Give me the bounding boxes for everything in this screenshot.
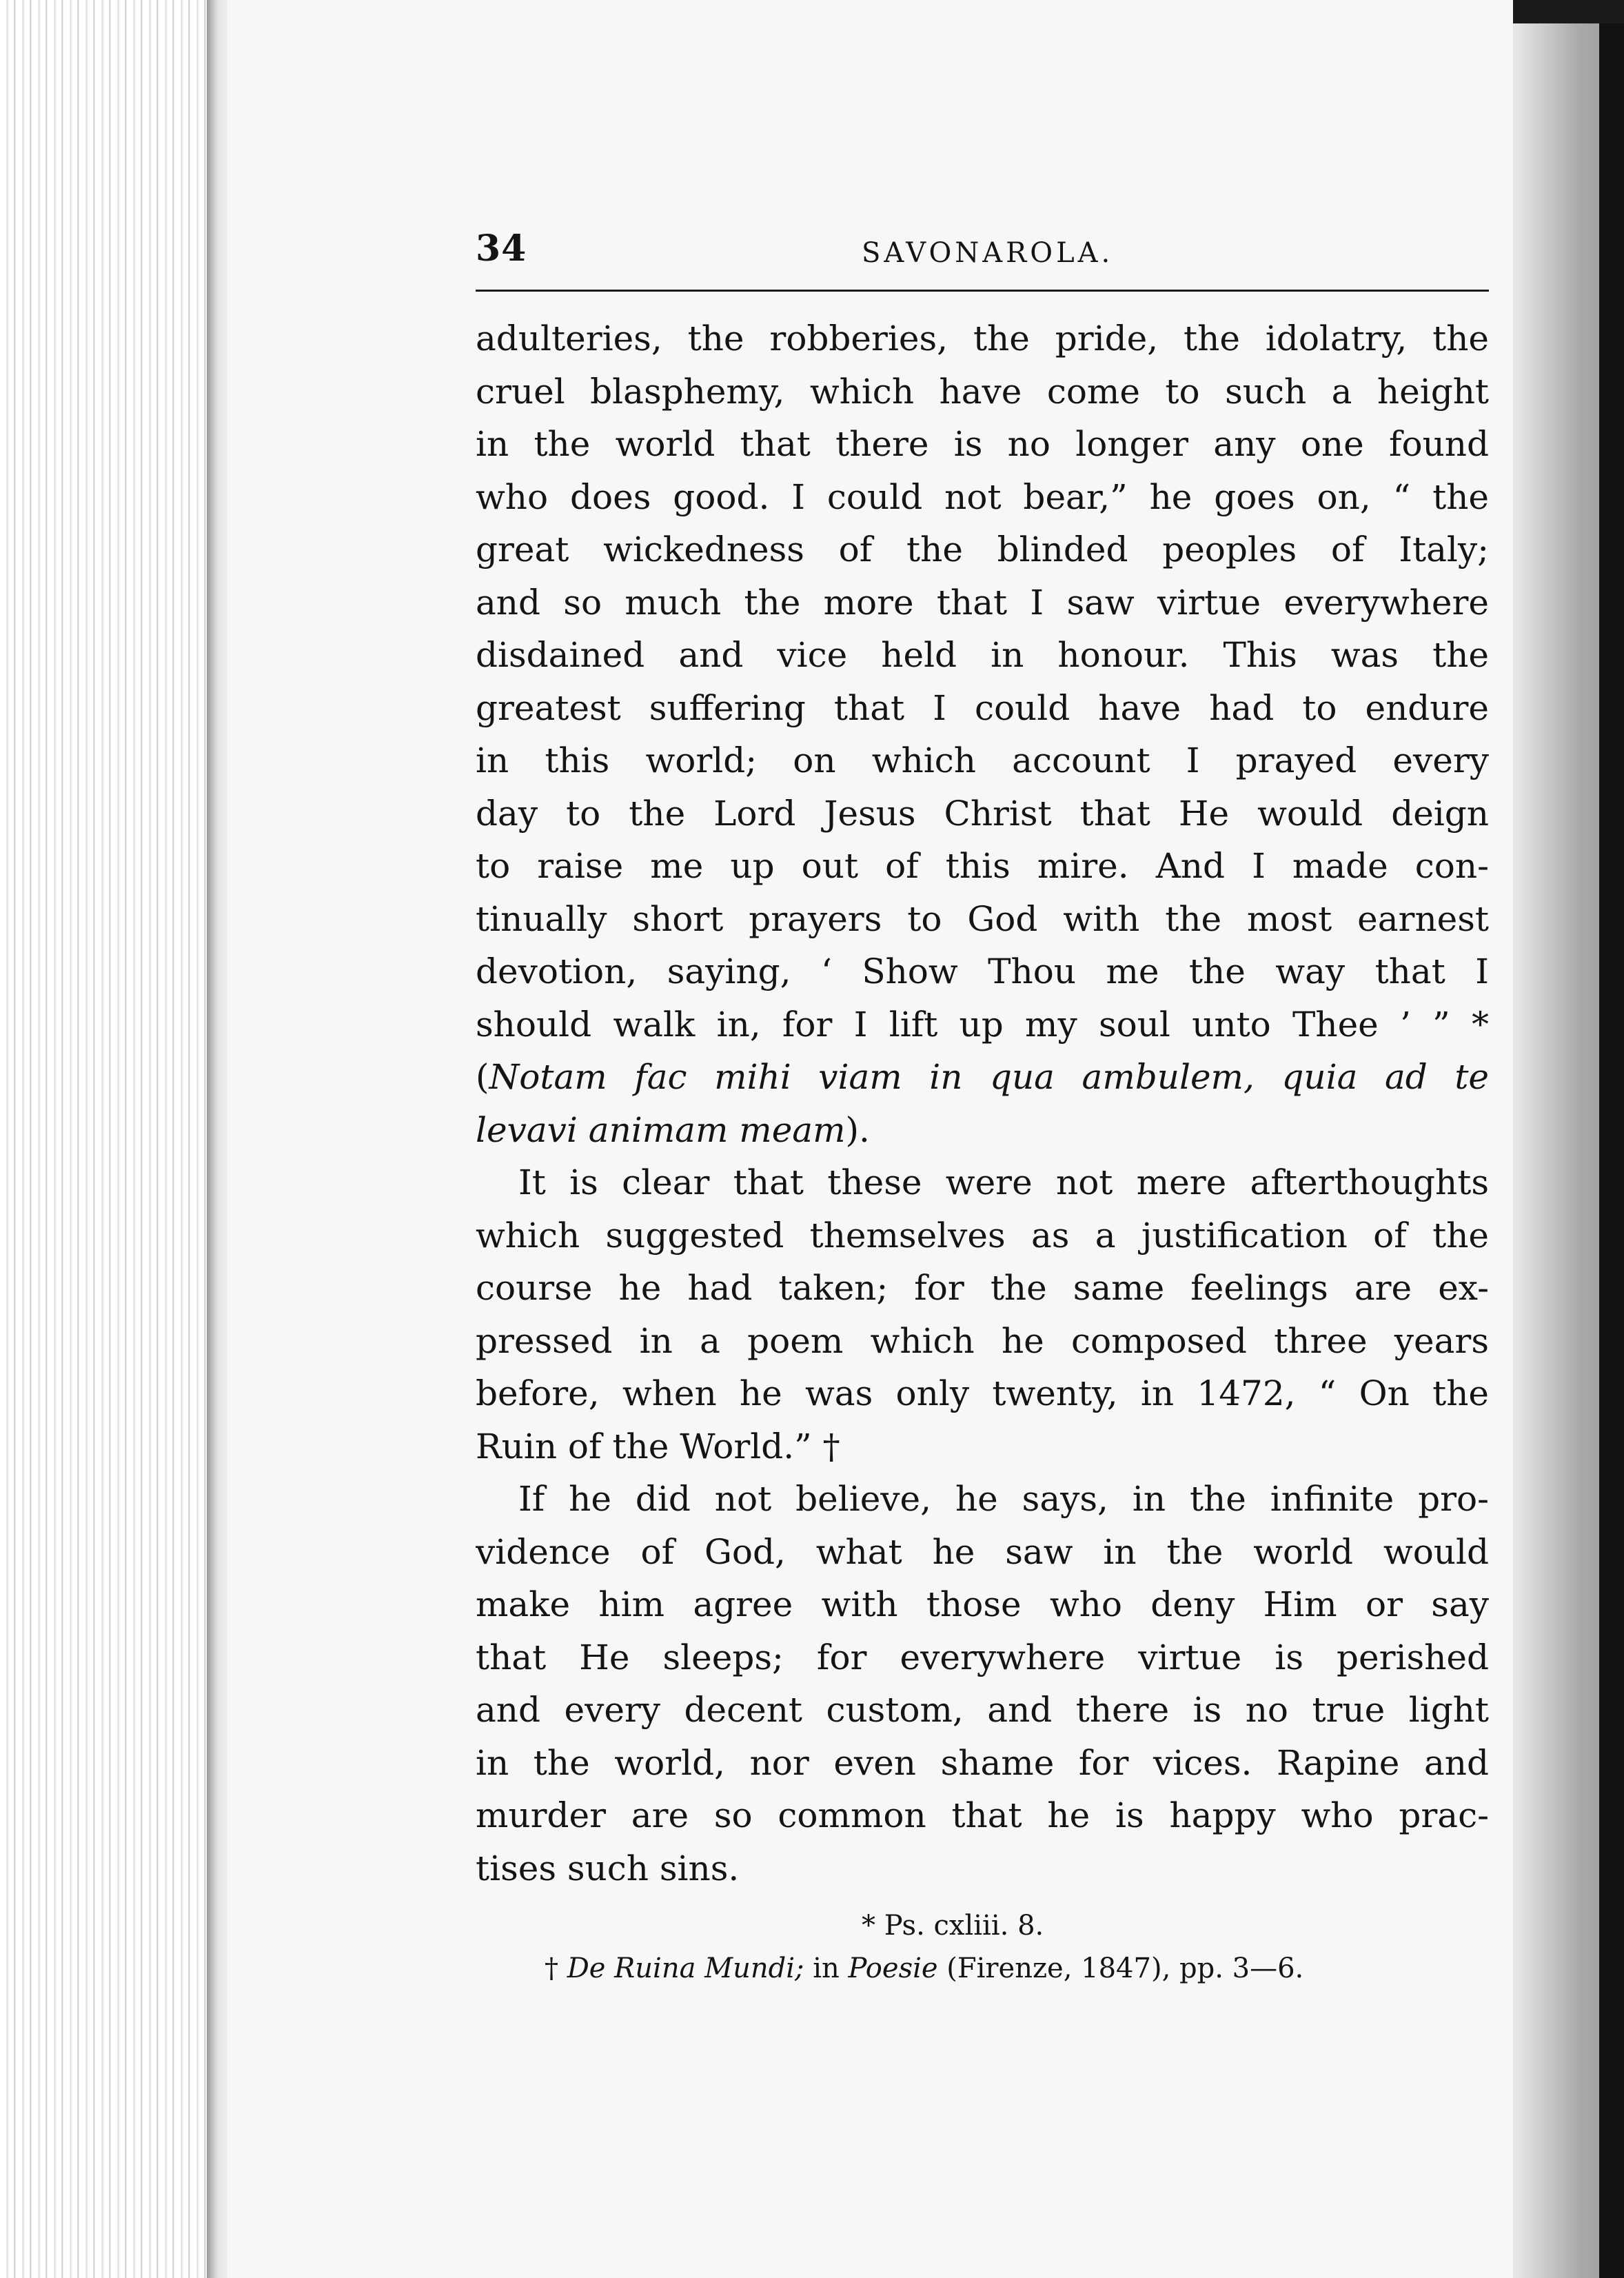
text-line: before, when he was only twenty, in 1472, “ On the: [476, 1373, 1489, 1413]
text-line: and so much the more that I saw virtue everywhere: [476, 582, 1489, 623]
dagger-mark: †: [545, 1953, 567, 1984]
text-line: murder are so common that he is happy who prac-: [476, 1795, 1489, 1835]
open-paren: (: [476, 1057, 489, 1097]
text-line: and every decent custom, and there is no true light: [476, 1690, 1489, 1730]
latin-quote-line: [476, 1051, 1489, 1104]
text-line: tises such sins.: [476, 1848, 740, 1888]
text-line: cruel blasphemy, which have come to such a height: [476, 371, 1489, 412]
text-line: in the world that there is no longer any one found: [476, 424, 1489, 464]
text-line: in the world, nor even shame for vices. Rapine and: [476, 1742, 1489, 1783]
footnote-work-title: De Ruina Mundi;: [567, 1953, 804, 1984]
text-line: course he had taken; for the same feelings are ex-: [476, 1268, 1489, 1308]
text-line: greatest suffering that I could have had to endure: [476, 687, 1489, 728]
text-line: make him agree with those who deny Him or say: [476, 1584, 1489, 1624]
footnote-book-title: Poesie: [848, 1953, 938, 1984]
page-number: 34: [476, 228, 527, 270]
footnote-1: * Ps. cxliii. 8.: [862, 1910, 1044, 1942]
text-line: adulteries, the robberies, the pride, the idolatry, the: [476, 319, 1489, 359]
paragraph-3: [476, 1473, 1489, 1895]
running-head: [476, 228, 1489, 283]
text-line: that He sleeps; for everywhere virtue is perished: [476, 1637, 1489, 1677]
running-title: SAVONAROLA.: [862, 237, 1114, 269]
text-line: vidence of God, what he saw in the world would: [476, 1531, 1489, 1572]
page-edges: [0, 0, 221, 2278]
text-line: tinually short prayers to God with the most earnest: [476, 898, 1489, 939]
right-dark-edge: [1599, 21, 1624, 2278]
top-dark-corner: [1513, 0, 1624, 23]
paragraph-1: [476, 312, 1489, 1156]
text-line: pressed in a poem which he composed three years: [476, 1320, 1489, 1361]
head-rule: [476, 290, 1489, 292]
paragraph-2: [476, 1156, 1489, 1473]
text-block: [476, 228, 1489, 1990]
text-line: If he did not believe, he says, in the infinite pro-: [518, 1479, 1489, 1519]
close-paren: ).: [845, 1109, 870, 1150]
text-line: disdained and vice held in honour. This was the: [476, 635, 1489, 675]
text-line: devotion, saying, ‘ Show Thou me the way that I: [476, 951, 1489, 991]
text-line: Ruin of the World.” †: [476, 1426, 840, 1466]
text-line: day to the Lord Jesus Christ that He would deign: [476, 793, 1489, 834]
footnotes: [476, 1904, 1489, 1990]
footnote-citation: (Firenze, 1847), pp. 3—6.: [937, 1953, 1304, 1984]
text-line: in this world; on which account I prayed every: [476, 740, 1489, 780]
latin-quote-line: [476, 1104, 1489, 1157]
text-line: which suggested themselves as a justification of the: [476, 1215, 1489, 1256]
text-line: It is clear that these were not mere afterthoughts: [518, 1162, 1489, 1202]
text-line: should walk in, for I lift up my soul unto Thee ’ ” *: [476, 1004, 1489, 1045]
text-line: who does good. I could not bear,” he goes on, “ the: [476, 476, 1489, 517]
text-line: great wickedness of the blinded peoples of Italy;: [476, 530, 1489, 570]
latin-quote-italic: Notam fac mihi viam in qua ambulem, quia ad te: [489, 1057, 1489, 1097]
footnote-2: [476, 1947, 1489, 1990]
footnote-in: in: [804, 1953, 849, 1984]
text-line: to raise me up out of this mire. And I made con-: [476, 846, 1489, 886]
latin-quote-italic: levavi animam meam: [476, 1109, 846, 1150]
